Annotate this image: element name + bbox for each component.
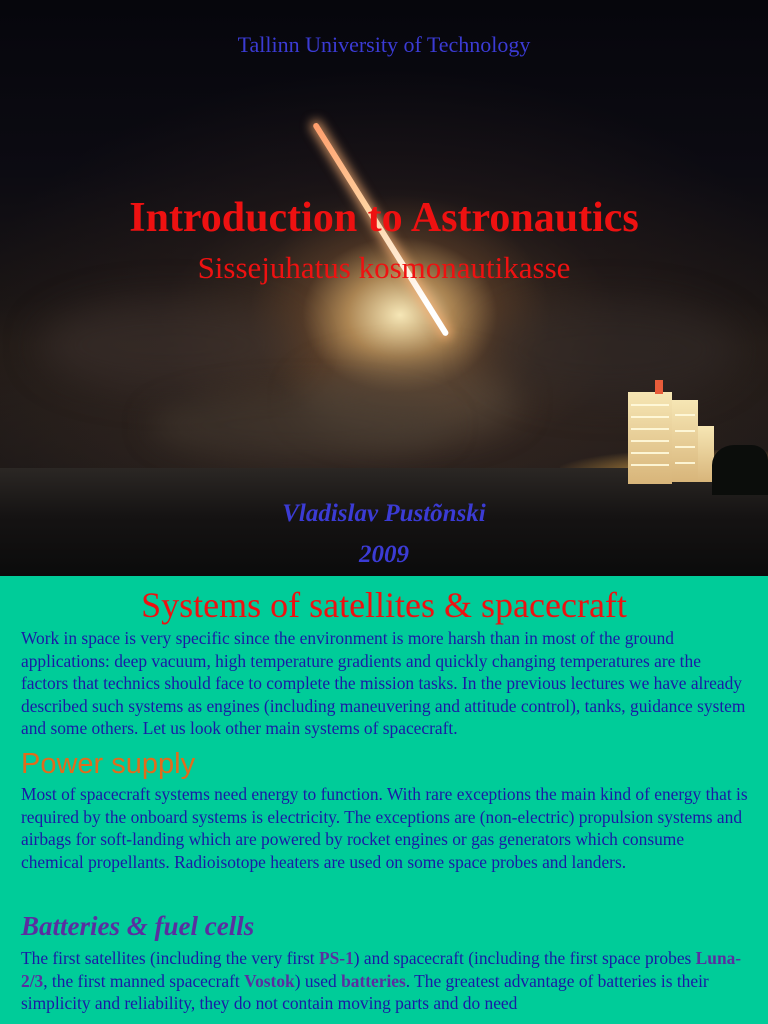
year: 2009: [359, 541, 409, 568]
term-vostok: Vostok: [244, 970, 295, 991]
term-ps1: PS-1: [318, 948, 354, 968]
author-name: Vladislav Pustõnski: [282, 500, 486, 527]
text-run: ) and spacecraft (including the first space probes: [353, 948, 696, 968]
batteries-heading: Batteries & fuel cells: [21, 911, 255, 941]
term-batteries: batteries: [341, 970, 406, 991]
content-slide: [0, 576, 768, 1024]
text-run: , the first manned spacecraft: [43, 970, 245, 991]
building-icon: [628, 392, 672, 484]
slide-title: Introduction to Astronautics: [129, 195, 639, 241]
text-run: ) used: [294, 970, 342, 991]
university-name: Tallinn University of Technology: [237, 32, 531, 57]
term-luna: Luna-2/3: [21, 948, 742, 991]
text-run: The first satellites (including the very first: [21, 948, 319, 968]
intro-paragraph: Work in space is very specific since the environment is more harsh than in most of the ground applications: deep vacuum, high temperature gradients and quickly changing temperatures are the factors that technics should face to complete the mission tasks. In the previous lectures we have already described such systems as engines (including maneuvering and attitude control), tanks, guidance system and some others. Let us look other main systems of spacecraft.: [21, 628, 746, 739]
power-supply-paragraph: Most of spacecraft systems need energy to function. With rare exceptions the main kind of energy that is required by the onboard systems is electricity. The exceptions are (non-electric) propulsion systems and airbags for soft-landing which are powered by rocket engines or gas generators which consume chemical propellants. Radioisotope heaters are used on some space probes and landers.: [21, 784, 748, 872]
section-heading: Systems of satellites & spacecraft: [141, 585, 627, 625]
text-run: . The greatest advantage of batteries is their simplicity and reliability, they do not contain moving parts and do need: [21, 970, 709, 1014]
power-supply-heading: Power supply: [21, 748, 196, 780]
slide-subtitle: Sissejuhatus kosmonautikasse: [197, 250, 571, 285]
batteries-paragraph: [21, 947, 751, 1015]
